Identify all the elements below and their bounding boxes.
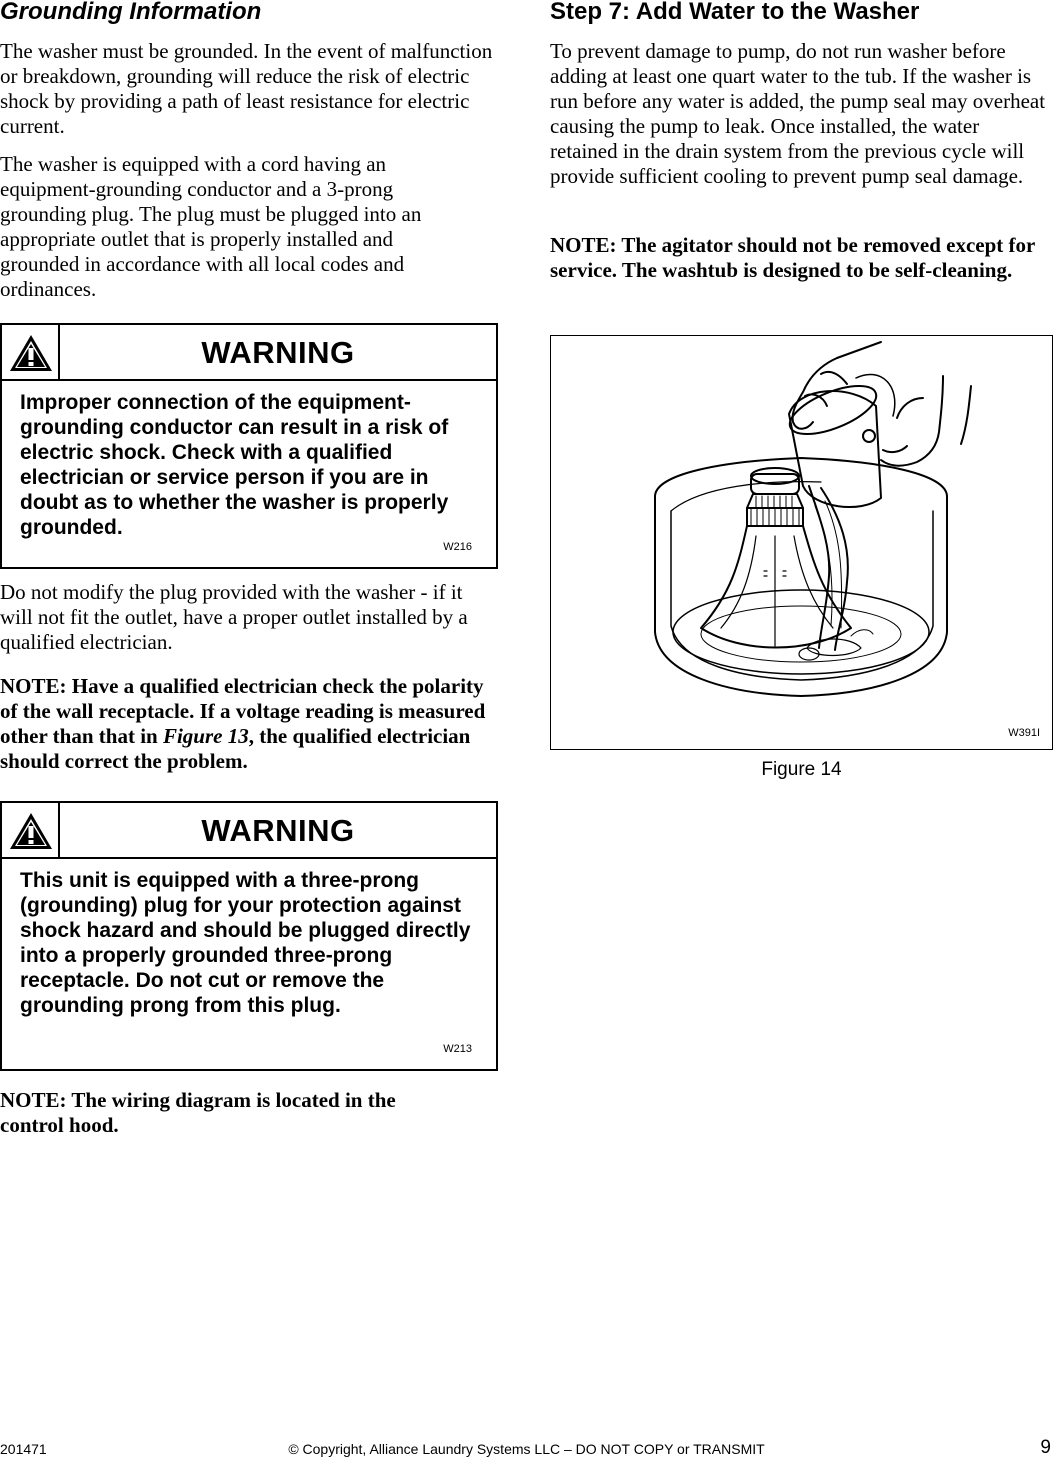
warning-icon-cell bbox=[2, 803, 60, 857]
washer-pour-water-illustration bbox=[551, 336, 1051, 748]
note-polarity-text: NOTE: Have a qualified electrician check the polarity of the wall receptacle. If a voltage reading is measured other than that in bbox=[0, 674, 486, 748]
warning-title: WARNING bbox=[201, 813, 355, 848]
section-heading-grounding: Grounding Information bbox=[0, 0, 262, 25]
warning-header bbox=[2, 325, 496, 381]
warning-title: WARNING bbox=[201, 335, 355, 370]
warning-text: This unit is equipped with a three-prong (grounding) plug for your protection against shock hazard and should be plugged directly into a properly grounded three-prong receptacle. Do not cut or remove the grounding prong from this plug. bbox=[20, 869, 471, 1017]
note-polarity bbox=[0, 674, 500, 774]
figure-13-reference: Figure 13 bbox=[162, 724, 249, 748]
warning-code: W213 bbox=[443, 1043, 472, 1055]
footer-doc-number: 201471 bbox=[0, 1441, 47, 1457]
note-wiring-diagram: NOTE: The wiring diagram is located in the control hood. bbox=[0, 1088, 396, 1137]
warning-code: W216 bbox=[443, 541, 472, 553]
note-polarity-text-end: , the qualified electrician should correct the problem. bbox=[0, 724, 471, 773]
warning-text: Improper connection of the equipment-grounding conductor can result in a risk of electric shock. Check with a qualified electrician or service person if you are in doubt as to whether the washer is properly grounded. bbox=[20, 391, 449, 539]
warning-header bbox=[2, 803, 496, 859]
footer-page-number: 9 bbox=[1040, 1437, 1051, 1458]
grounding-paragraph-1: The washer must be grounded. In the event of malfunction or breakdown, grounding will reduce the risk of electric shock by providing a path of least resistance for electric current. bbox=[0, 39, 493, 138]
plug-paragraph: Do not modify the plug provided with the washer - if it will not fit the outlet, have a proper outlet installed by a qualified electrician. bbox=[0, 580, 468, 654]
grounding-paragraph-2: The washer is equipped with a cord having an equipment-grounding conductor and a 3-prong grounding plug. The plug must be plugged into an appropriate outlet that is properly installed and grounded in accordance with all local codes and ordinances. bbox=[0, 152, 422, 301]
warning-box-grounding bbox=[0, 323, 498, 569]
warning-box-three-prong bbox=[0, 801, 498, 1071]
footer-copyright: © Copyright, Alliance Laundry Systems LLC – DO NOT COPY or TRANSMIT bbox=[288, 1441, 765, 1457]
add-water-paragraph: To prevent damage to pump, do not run washer before adding at least one quart water to the tub. If the washer is run before any water is added, the pump seal may overheat causing the pump to leak. Once installed, the water retained in the drain system from the previous cycle will provide sufficient cooling to prevent pump seal damage. bbox=[550, 39, 1046, 188]
section-heading-add-water: Step 7: Add Water to the Washer bbox=[550, 0, 920, 25]
note-agitator: NOTE: The agitator should not be removed except for service. The washtub is designed to be self-cleaning. bbox=[550, 233, 1035, 282]
warning-icon-cell bbox=[2, 325, 60, 379]
figure-14-box bbox=[550, 335, 1053, 750]
figure-code: W391I bbox=[1008, 727, 1040, 739]
warning-triangle-icon bbox=[8, 811, 54, 851]
figure-14-caption: Figure 14 bbox=[761, 759, 842, 780]
warning-triangle-icon bbox=[8, 333, 54, 373]
